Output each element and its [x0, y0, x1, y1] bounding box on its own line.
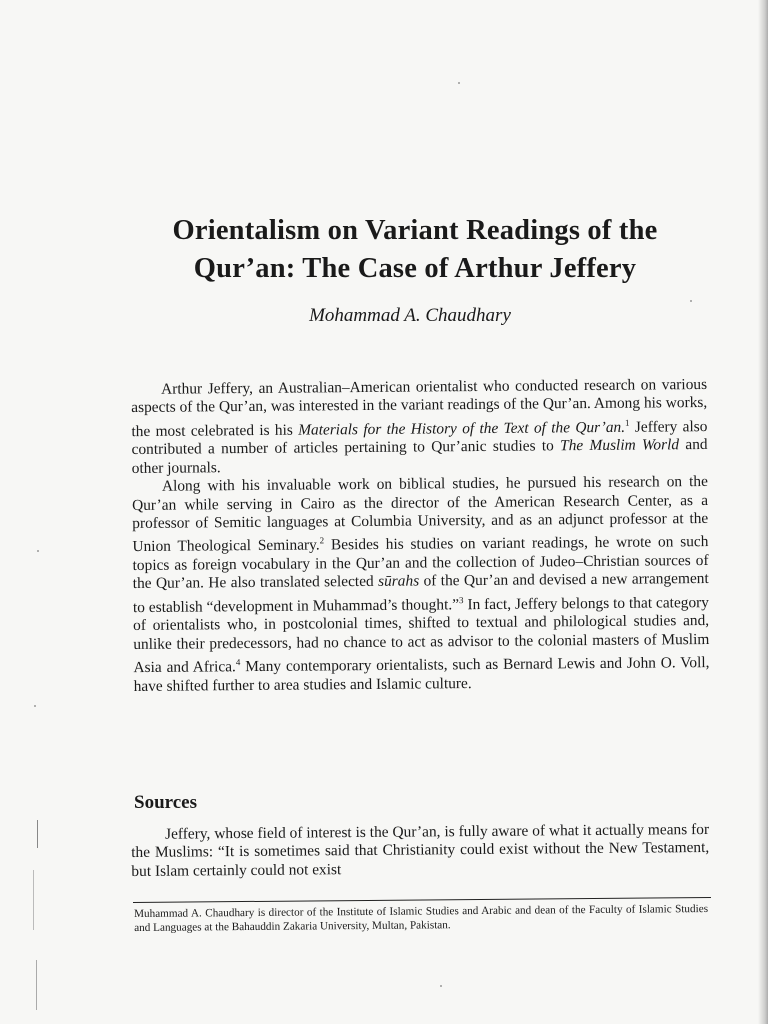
footnote-ref: 3	[458, 594, 464, 605]
author-footnote: Muhammad A. Chaudhary is director of the Institute of Islamic Studies and Arabic and dean of the Faculty of Islamic Studies and Languages at the Bahauddin Zakaria University, Multan, Pakistan.	[134, 902, 709, 934]
section-heading-sources: Sources	[134, 792, 197, 813]
scan-dot	[440, 985, 442, 987]
scan-dot	[690, 300, 692, 302]
sources-paragraph-1: Jeffery, whose field of interest is the Qur’an, is fully aware of what it actually means for the Muslims: “It is sometimes said that Christianity could exist without the New Testament, but Islam certainly could not exist	[131, 820, 710, 880]
scan-dot	[458, 82, 460, 84]
article-body	[131, 376, 710, 696]
paragraph-2: Along with his invaluable work on biblical studies, he pursued his research on the Qur’an while serving in Cairo as the director of the American Research Center, as a professor of Semitic languages at Columbia University, and as an adjunct professor at the Union Theological Seminary.$^2$ Besides his studies on variant readings, he wrote on such topics as foreign vocabulary in the Qur’an and the collection of Judeo–Christian sources of the Qur’an. He also translated selected sūrahs of the Qur’an and devised a new arrangement to establish “development in Muhammad’s thought.”$^3$ In fact, Jeffery belongs to that category of orientalists who, in postcolonial times, shifted to textual and philological studies and, unlike their predecessors, had no chance to act as advisor to the colonial masters of Muslim Asia and Africa.$^4$ Many contemporary orientalists, such as Bernard Lewis and John O. Voll, have shifted further to area studies and Islamic culture.	[132, 473, 710, 695]
footnote-ref: 2	[319, 535, 325, 546]
footnote-ref: 1	[624, 417, 630, 428]
scan-dot	[37, 550, 39, 552]
scan-artifact	[36, 960, 37, 1010]
article-author: Mohammad A. Chaudhary	[309, 305, 511, 326]
scan-artifact	[37, 820, 38, 848]
journal-title: The Muslim World	[560, 436, 680, 455]
scan-edge-shadow	[758, 0, 768, 1024]
paragraph-1: Arthur Jeffery, an Australian–American orientalist who conducted research on various aspects of the Qur’an, was interested in the variant readings of the Qur’an. Among his works, the most celebrated is his Materials for the History of the Text of the Qur’an.$^1$ Jeffery also contributed a number of articles pertaining to Qur’anic studies to The Muslim World and other journals.	[131, 375, 708, 477]
footnote-ref: 4	[235, 657, 241, 668]
surahs-term: sūrahs	[378, 572, 420, 591]
article-title: Orientalism on Variant Readings of the Qur’an: The Case of Arthur Jeffery	[172, 215, 658, 284]
scan-artifact	[33, 870, 34, 930]
footnote-rule	[133, 897, 711, 903]
book-title: Materials for the History of the Text of the Qur’an.	[298, 418, 626, 439]
sources-body	[131, 821, 709, 881]
scan-dot	[34, 705, 36, 707]
